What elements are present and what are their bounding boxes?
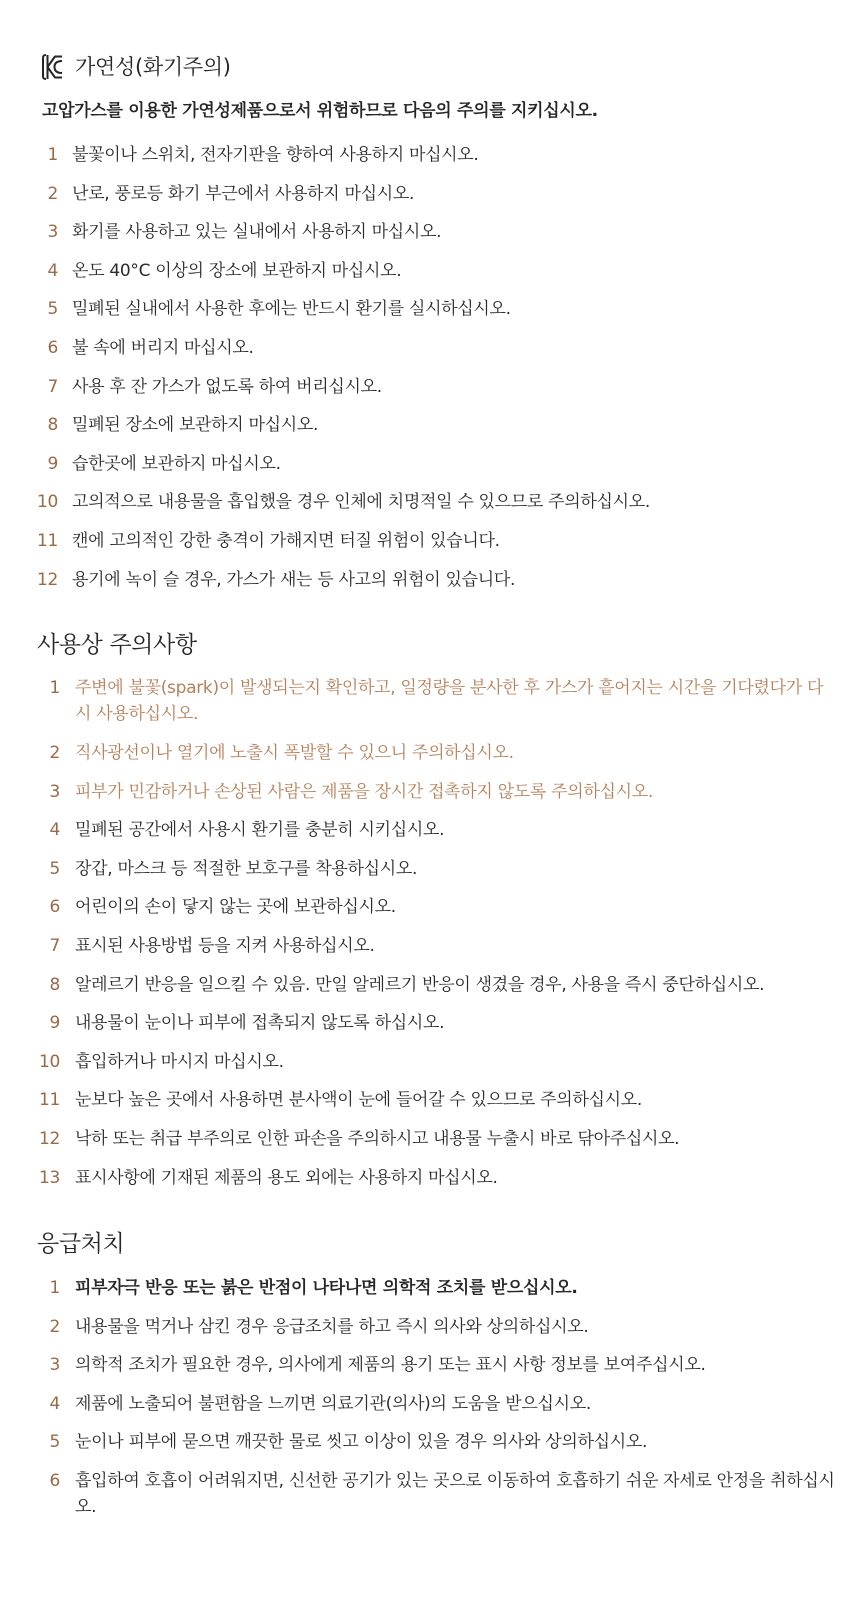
item-number: 3 bbox=[49, 781, 60, 802]
item-number: 3 bbox=[47, 222, 58, 243]
item-text: 캔에 고의적인 강한 충격이 가해지면 터질 위험이 있습니다. bbox=[72, 530, 500, 551]
item-number: 11 bbox=[36, 530, 58, 551]
item-number: 6 bbox=[47, 337, 58, 358]
item-text: 내용물을 먹거나 삼킨 경우 응급조치를 하고 즉시 의사와 상의하십시오. bbox=[75, 1316, 589, 1337]
item-number: 4 bbox=[49, 1393, 60, 1414]
item-number: 5 bbox=[47, 299, 58, 320]
item-text: 용기에 녹이 슬 경우, 가스가 새는 등 사고의 위험이 있습니다. bbox=[72, 569, 516, 590]
item-text: 내용물이 눈이나 피부에 접촉되지 않도록 하십시오. bbox=[75, 1013, 445, 1034]
item-text: 습한곳에 보관하지 마십시오. bbox=[72, 453, 281, 474]
flammability-header bbox=[42, 52, 231, 82]
item-text: 장갑, 마스크 등 적절한 보호구를 착용하십시오. bbox=[75, 858, 418, 879]
item-number: 2 bbox=[49, 743, 60, 763]
item-text: 화기를 사용하고 있는 실내에서 사용하지 마십시오. bbox=[72, 222, 442, 243]
item-number: 1 bbox=[47, 145, 58, 165]
item-text: 피부자극 반응 또는 붉은 반점이 나타나면 의학적 조치를 받으십시오. bbox=[75, 1278, 578, 1298]
item-text: 피부가 민감하거나 손상된 사람은 제품을 장시간 접촉하지 않도록 주의하십시오. bbox=[75, 781, 653, 802]
item-text: 낙하 또는 취급 부주의로 인한 파손을 주의하시고 내용물 누출시 바로 닦아주십시오. bbox=[75, 1128, 680, 1149]
item-number: 6 bbox=[49, 897, 60, 918]
item-text: 눈이나 피부에 묻으면 깨끗한 물로 씻고 이상이 있을 경우 의사와 상의하십시오. bbox=[75, 1432, 648, 1453]
item-number: 6 bbox=[49, 1470, 60, 1491]
item-text: 어린이의 손이 닿지 않는 곳에 보관하십시오. bbox=[75, 897, 396, 918]
item-number: 7 bbox=[49, 935, 60, 956]
item-number: 2 bbox=[47, 183, 58, 204]
item-text: 표시된 사용방법 등을 지켜 사용하십시오. bbox=[75, 935, 375, 956]
item-number: 1 bbox=[49, 678, 60, 698]
item-number: 5 bbox=[49, 1432, 60, 1453]
kc-mark-icon bbox=[42, 52, 66, 82]
item-text: 불꽃이나 스위치, 전자기판을 향하여 사용하지 마십시오. bbox=[72, 145, 479, 165]
item-text: 알레르기 반응을 일으킬 수 있음. 만일 알레르기 반응이 생겼을 경우, 사용을 즉시 중단하십시오. bbox=[75, 974, 765, 995]
item-text: 표시사항에 기재된 제품의 용도 외에는 사용하지 마십시오. bbox=[75, 1167, 498, 1188]
item-number: 13 bbox=[38, 1167, 60, 1188]
first-aid-title: 응급처치 bbox=[37, 1231, 125, 1257]
item-number: 8 bbox=[49, 974, 60, 995]
item-text: 주변에 불꽃(spark)이 발생되는지 확인하고, 일정량을 분사한 후 가스가 흩어지는 시간을 기다렸다가 다시 사용하십시오. bbox=[75, 678, 824, 724]
item-number: 1 bbox=[49, 1278, 60, 1298]
item-number: 8 bbox=[47, 415, 58, 436]
item-text: 의학적 조치가 필요한 경우, 의사에게 제품의 용기 또는 표시 사항 정보를 보여주십시오. bbox=[75, 1355, 706, 1376]
item-text: 고의적으로 내용물을 흡입했을 경우 인체에 치명적일 수 있으므로 주의하십시오. bbox=[72, 492, 650, 513]
item-text: 흡입하여 호흡이 어려워지면, 신선한 공기가 있는 곳으로 이동하여 호흡하기 쉬운 자세로 안정을 취하십시오. bbox=[75, 1470, 835, 1517]
item-number: 4 bbox=[47, 260, 58, 281]
item-text: 불 속에 버리지 마십시오. bbox=[72, 337, 254, 358]
item-number: 5 bbox=[49, 858, 60, 879]
item-text: 사용 후 잔 가스가 없도록 하여 버리십시오. bbox=[72, 376, 382, 397]
item-number: 10 bbox=[36, 492, 58, 513]
item-text: 흡입하거나 마시지 마십시오. bbox=[75, 1051, 284, 1072]
item-number: 2 bbox=[49, 1316, 60, 1337]
item-text: 직사광선이나 열기에 노출시 폭발할 수 있으니 주의하십시오. bbox=[75, 743, 514, 763]
item-text: 눈보다 높은 곳에서 사용하면 분사액이 눈에 들어갈 수 있으므로 주의하십시오. bbox=[75, 1090, 642, 1111]
item-number: 7 bbox=[47, 376, 58, 397]
flammability-title: 가연성(화기주의) bbox=[75, 55, 231, 79]
item-number: 11 bbox=[38, 1090, 60, 1111]
item-text: 밀폐된 실내에서 사용한 후에는 반드시 환기를 실시하십시오. bbox=[72, 299, 511, 320]
item-number: 12 bbox=[36, 569, 58, 590]
item-text: 온도 40°C 이상의 장소에 보관하지 마십시오. bbox=[72, 260, 402, 281]
usage-title: 사용상 주의사항 bbox=[37, 632, 197, 658]
item-number: 9 bbox=[47, 453, 58, 474]
item-number: 12 bbox=[38, 1128, 60, 1149]
item-text: 제품에 노출되어 불편함을 느끼면 의료기관(의사)의 도움을 받으십시오. bbox=[75, 1393, 591, 1414]
flammability-warning: 고압가스를 이용한 가연성제품으로서 위험하므로 다음의 주의를 지키십시오. bbox=[42, 101, 598, 121]
item-number: 10 bbox=[38, 1051, 60, 1072]
item-text: 밀폐된 장소에 보관하지 마십시오. bbox=[72, 415, 319, 436]
item-number: 4 bbox=[49, 820, 60, 841]
item-number: 9 bbox=[49, 1013, 60, 1034]
item-number: 3 bbox=[49, 1355, 60, 1376]
item-text: 난로, 풍로등 화기 부근에서 사용하지 마십시오. bbox=[72, 183, 415, 204]
item-text: 밀폐된 공간에서 사용시 환기를 충분히 시키십시오. bbox=[75, 820, 445, 841]
